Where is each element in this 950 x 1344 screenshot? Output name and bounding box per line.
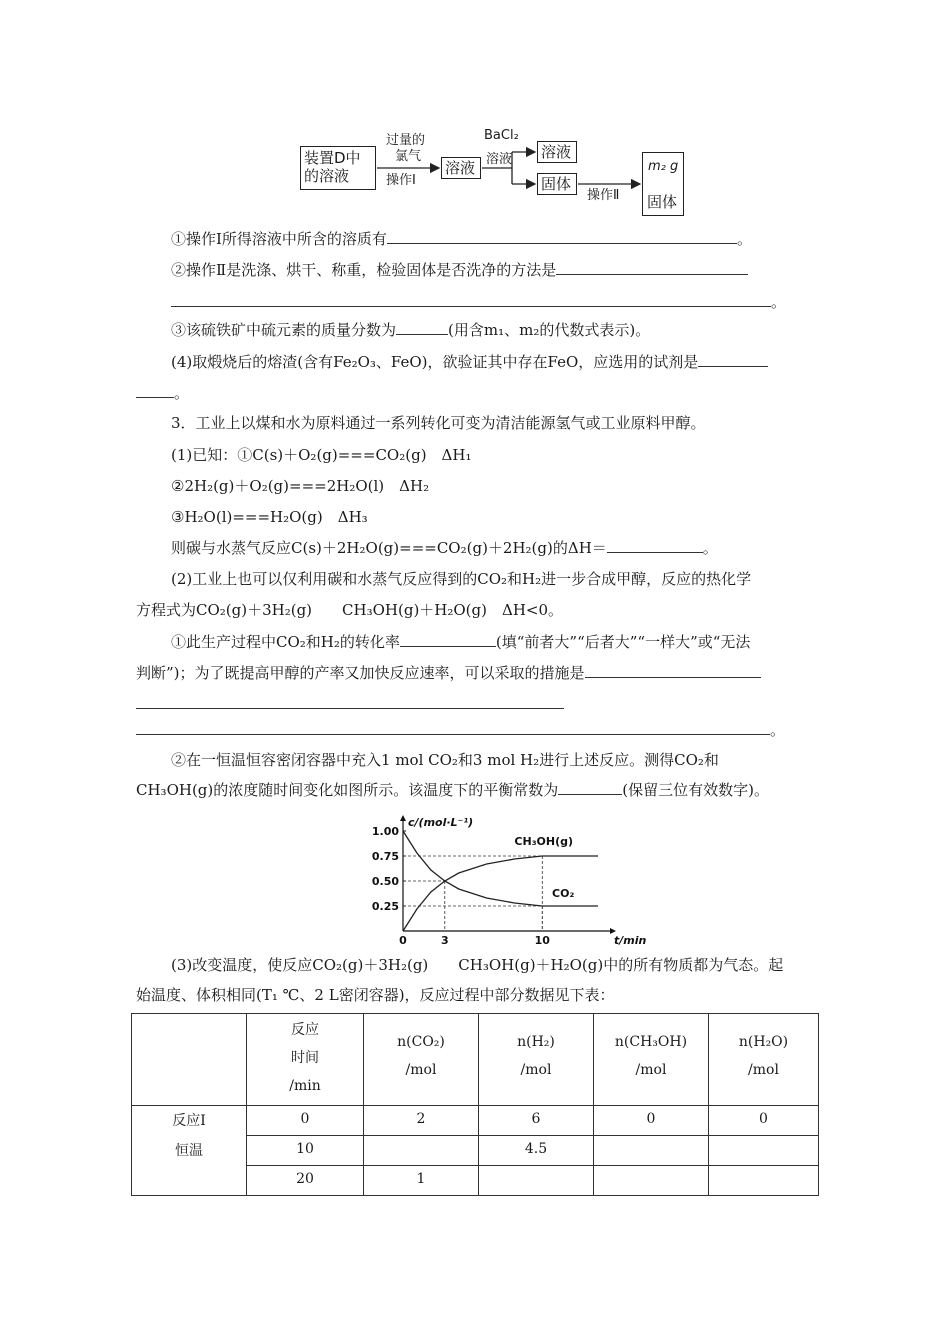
series-label-ch3oh: CH₃OH(g) bbox=[514, 835, 574, 848]
problem-3-q1b: 判断”)；为了既提高甲醇的产率又加快反应速率，可以采取的措施是 bbox=[136, 663, 761, 683]
table-cell: 0 bbox=[247, 1106, 364, 1136]
table-cell bbox=[364, 1136, 479, 1166]
flow-mass-label: m₂ g bbox=[648, 159, 679, 174]
flow-reagent-chlorine-line2: 氯气 bbox=[395, 149, 422, 164]
table-cell: 10 bbox=[247, 1136, 364, 1166]
flow-box-device-d: 装置D中 的溶液 bbox=[300, 146, 376, 190]
series-label-co2: CO₂ bbox=[552, 887, 575, 900]
table-cell bbox=[594, 1166, 709, 1196]
table-cell bbox=[709, 1166, 819, 1196]
concentration-chart bbox=[360, 808, 647, 948]
table-cell: 20 bbox=[247, 1166, 364, 1196]
answer-blank-1[interactable] bbox=[387, 229, 737, 244]
y-tick-label: 1.00 bbox=[371, 825, 399, 838]
answer-blank-3[interactable] bbox=[396, 320, 448, 335]
flow-arrows bbox=[0, 0, 950, 230]
problem-3-q1a: ①此生产过程中CO₂和H₂的转化率 (填“前者大”“后者大”“一样大”或“无法 bbox=[171, 633, 751, 651]
y-tick-label: 0.50 bbox=[371, 875, 399, 888]
problem-3-part3a: (3)改变温度，使反应CO₂(g)＋3H₂(g) CH₃OH(g)＋H₂O(g)中的所有物质都为气态。起 bbox=[171, 956, 784, 974]
problem-3-part2a: (2)工业上也可以仅利用碳和水蒸气反应得到的CO₂和H₂进一步合成甲醇，反应的热化学 bbox=[171, 570, 752, 588]
x-tick-label: 0 bbox=[399, 934, 407, 947]
answer-blank-7c[interactable] bbox=[136, 720, 770, 735]
x-tick-label: 3 bbox=[440, 934, 449, 947]
table-cell: 4.5 bbox=[479, 1136, 594, 1166]
table-cell: 1 bbox=[364, 1166, 479, 1196]
table-header: n(CO₂) /mol bbox=[364, 1014, 479, 1106]
y-axis-arrow bbox=[400, 815, 406, 821]
problem-3-part2b: 方程式为CO₂(g)＋3H₂(g) CH₃OH(g)＋H₂O(g) ΔH<0。 bbox=[136, 601, 564, 619]
problem-3-eq3: ③H₂O(l)===H₂O(g) ΔH₃ bbox=[171, 508, 368, 526]
table-header-empty bbox=[132, 1014, 247, 1106]
flow-box-solution-2: 溶液 bbox=[537, 141, 577, 163]
y-axis-label: c/(mol·L⁻¹) bbox=[408, 816, 474, 829]
question-1: ①操作Ⅰ所得溶液中所含的溶质有 。 bbox=[171, 230, 752, 248]
answer-blank-4b[interactable] bbox=[136, 383, 174, 398]
x-axis-label: t/min bbox=[614, 934, 647, 947]
question-2: ②操作Ⅱ是洗涤、烘干、称重，检验固体是否洗净的方法是 bbox=[171, 260, 748, 280]
flow-reagent-bacl2-solution: 溶液 bbox=[486, 152, 513, 167]
flow-operation-2: 操作Ⅱ bbox=[587, 188, 620, 203]
answer-blank-2b[interactable] bbox=[171, 292, 771, 307]
table-cell bbox=[709, 1136, 819, 1166]
problem-3-q2b: CH₃OH(g)的浓度随时间变化如图所示。该温度下的平衡常数为 (保留三位有效数字)。 bbox=[136, 781, 769, 799]
table-cell: 2 bbox=[364, 1106, 479, 1136]
problem-3-q2a: ②在一恒温恒容密闭容器中充入1 mol CO₂和3 mol H₂进行上述反应。测得CO₂和 bbox=[171, 751, 719, 769]
table-cell bbox=[479, 1166, 594, 1196]
table-header: n(CH₃OH) /mol bbox=[594, 1014, 709, 1106]
answer-blank-7a[interactable] bbox=[585, 663, 761, 678]
table-header: n(H₂) /mol bbox=[479, 1014, 594, 1106]
answer-blank-4a[interactable] bbox=[698, 352, 768, 367]
flow-reagent-chlorine-line1: 过量的 bbox=[386, 133, 426, 148]
question-4: (4)取煅烧后的熔渣(含有Fe₂O₃、FeO)，欲验证其中存在FeO，应选用的试剂是 bbox=[171, 352, 768, 372]
flow-box-solution: 溶液 bbox=[441, 157, 481, 179]
problem-3-eq2: ②2H₂(g)＋O₂(g)===2H₂O(l) ΔH₂ bbox=[171, 477, 430, 495]
question-4-cont: 。 bbox=[136, 383, 189, 403]
answer-blank-7b[interactable] bbox=[136, 708, 564, 709]
table-cell: 0 bbox=[594, 1106, 709, 1136]
table-cell bbox=[594, 1136, 709, 1166]
table-group-label: 反应Ⅰ 恒温 bbox=[132, 1106, 247, 1196]
flow-reagent-bacl2: BaCl₂ bbox=[484, 128, 519, 143]
y-tick-label: 0.75 bbox=[371, 850, 399, 863]
answer-blank-5[interactable] bbox=[607, 538, 703, 553]
flow-solid-2: 固体 bbox=[647, 193, 678, 211]
problem-3-eq1: (1)已知：①C(s)＋O₂(g)===CO₂(g) ΔH₁ bbox=[171, 446, 472, 464]
answer-blank-2a[interactable] bbox=[556, 260, 748, 275]
problem-3-deltah: 则碳与水蒸气反应C(s)＋2H₂O(g)===CO₂(g)＋2H₂(g)的ΔH＝ 。 bbox=[171, 539, 718, 557]
flow-operation-1: 操作Ⅰ bbox=[386, 173, 416, 188]
table-row bbox=[132, 1106, 819, 1136]
question-2-cont: 。 bbox=[171, 292, 786, 312]
answer-blank-6[interactable] bbox=[400, 632, 496, 647]
data-table bbox=[131, 1013, 819, 1196]
table-header-row bbox=[132, 1014, 819, 1106]
table-header: n(H₂O) /mol bbox=[709, 1014, 819, 1106]
table-cell: 0 bbox=[709, 1106, 819, 1136]
problem-3-part3b: 始温度、体积相同(T₁ ℃、2 L密闭容器)，反应过程中部分数据见下表： bbox=[136, 986, 615, 1004]
x-tick-label: 10 bbox=[534, 934, 550, 947]
answer-blank-8[interactable] bbox=[558, 780, 622, 795]
table-header: 反应 时间 /min bbox=[247, 1014, 364, 1106]
question-3: ③该硫铁矿中硫元素的质量分数为 (用含m₁、m₂的代数式表示)。 bbox=[171, 321, 651, 339]
flow-box-solid: 固体 bbox=[537, 173, 577, 195]
problem-3-intro: 3．工业上以煤和水为原料通过一系列转化可变为清洁能源氢气或工业原料甲醇。 bbox=[171, 414, 706, 432]
y-tick-label: 0.25 bbox=[371, 900, 399, 913]
table-cell: 6 bbox=[479, 1106, 594, 1136]
problem-3-q1c: 。 bbox=[136, 720, 785, 740]
